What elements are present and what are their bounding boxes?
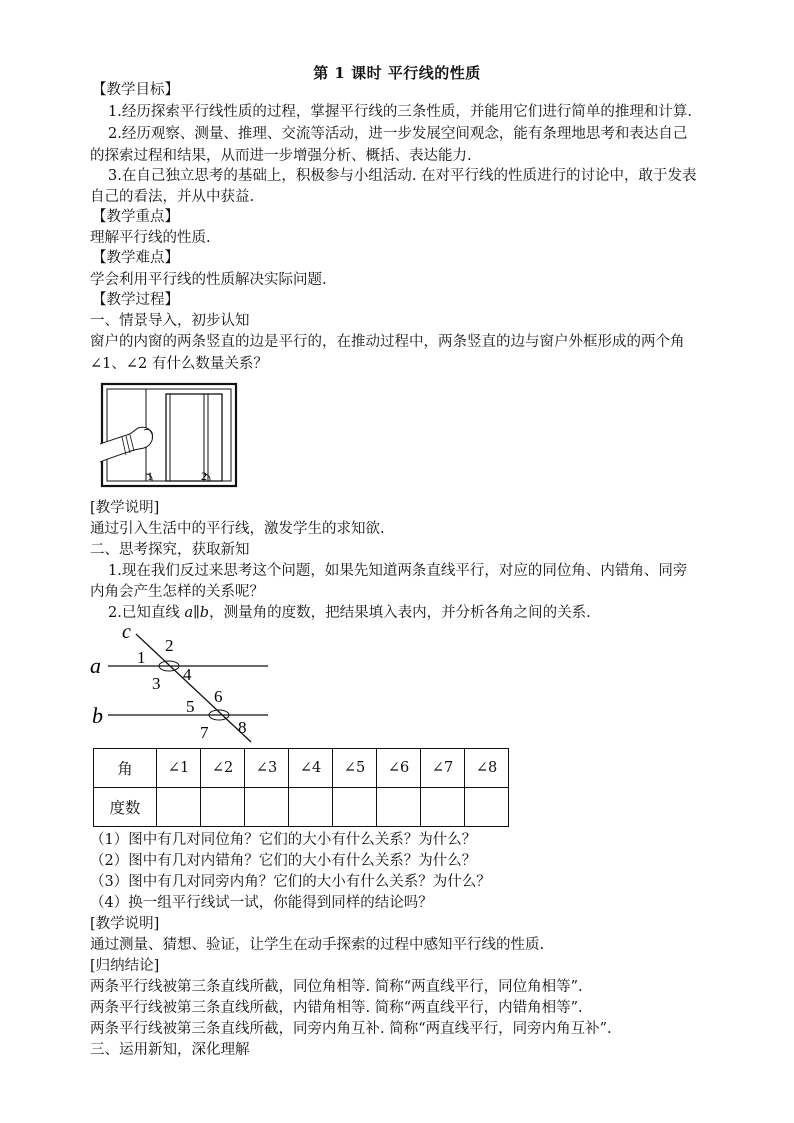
table-col-angle-2: ∠2 [201,749,245,788]
window-angle-2-label: 2 [201,469,207,483]
question-1-line-1: 1.现在我们反过来思考这个问题，如果先知道两条直线平行，对应的同位角、内错角、同旁 [108,563,688,579]
line-b-label: b [92,703,103,728]
objective-2-line-2: 的探索过程和结果，从而进一步增强分析、概括、表达能力. [90,148,472,164]
sub-question-3: （3）图中有几对同旁内角？它们的大小有什么关系？为什么？ [90,874,491,890]
question-2-prefix: 2.已知直线 [108,605,185,621]
degree-cell-1[interactable] [157,788,201,827]
part-1-text-line-1: 窗户的内窗的两条竖直的边是平行的，在推动过程中，两条竖直的边与窗户外框形成的两个角 [90,334,685,350]
teaching-note-2-text: 通过测量、猜想、验证，让学生在动手探索的过程中感知平行线的性质. [90,937,545,953]
table-col-angle-4: ∠4 [289,749,333,788]
table-col-angle-8: ∠8 [465,749,509,788]
angle-4-label: 4 [183,665,192,684]
degree-cell-7[interactable] [421,788,465,827]
part-3-title: 三、运用新知，深化理解 [90,1042,250,1058]
conclusion-2: 两条平行线被第三条直线所截，内错角相等. 简称“两直线平行，内错角相等”. [90,1000,583,1016]
sub-question-2: （2）图中有几对内错角？它们的大小有什么关系？为什么？ [90,853,477,869]
process-heading: 【教学过程】 [92,292,179,308]
key-points-text: 理解平行线的性质. [90,230,211,246]
difficulty-heading: 【教学难点】 [92,250,179,266]
part-1-text-line-2: ∠1、∠2 有什么数量关系？ [90,356,268,372]
angle-2-label: 2 [165,636,174,655]
objective-2-line-1: 2.经历观察、测量、推理、交流等活动，进一步发展空间观念，能有条理地思考和表达自己 [108,126,688,142]
window-angle-1-label: 1 [147,469,153,483]
angle-measurement-table [93,748,509,827]
question-2-parallel: a∥b [184,605,210,621]
objectives-heading: 【教学目标】 [92,82,179,98]
table-row-head-angle: 角 [94,749,157,788]
objective-1: 1.经历探索平行线性质的过程，掌握平行线的三条性质，并能用它们进行简单的推理和计算. [108,104,692,120]
conclusion-3: 两条平行线被第三条直线所截，同旁内角互补. 简称“两直线平行，同旁内角互补”. [90,1021,612,1037]
table-row-head-degree: 度数 [94,788,157,827]
part-2-title: 二、思考探究，获取新知 [90,542,250,558]
sub-question-4: （4）换一组平行线试一试，你能得到同样的结论吗？ [90,895,433,911]
degree-cell-4[interactable] [289,788,333,827]
question-2-suffix: ，测量角的度数，把结果填入表内，并分析各角之间的关系. [209,605,591,621]
difficulty-text: 学会利用平行线的性质解决实际问题. [90,272,327,288]
degree-cell-6[interactable] [377,788,421,827]
table-col-angle-6: ∠6 [377,749,421,788]
degree-cell-5[interactable] [333,788,377,827]
angle-8-label: 8 [238,718,247,737]
line-c-label: c [122,621,131,643]
degree-cell-2[interactable] [201,788,245,827]
table-row [94,788,509,827]
question-1-line-2: 内角会产生怎样的关系呢？ [90,584,264,600]
conclusion-heading: [归纳结论] [90,958,160,974]
teaching-note-2-heading: [教学说明] [90,916,160,932]
table-col-angle-3: ∠3 [245,749,289,788]
angle-3-label: 3 [152,674,161,693]
lesson-title: 第 1 课时 平行线的性质 [313,64,481,82]
key-points-heading: 【教学重点】 [92,209,179,225]
teaching-note-1-text: 通过引入生活中的平行线，激发学生的求知欲. [90,521,385,537]
window-figure [100,382,238,488]
line-a-label: a [90,653,101,678]
degree-cell-3[interactable] [245,788,289,827]
table-col-angle-5: ∠5 [333,749,377,788]
conclusion-1: 两条平行线被第三条直线所截，同位角相等. 简称“两直线平行，同位角相等”. [90,979,583,995]
angle-7-label: 7 [200,723,209,742]
table-col-angle-7: ∠7 [421,749,465,788]
degree-cell-8[interactable] [465,788,509,827]
table-col-angle-1: ∠1 [157,749,201,788]
objective-3-line-2: 自己的看法，并从中获益. [90,189,255,205]
part-1-title: 一、情景导入，初步认知 [90,313,250,329]
angle-1-label: 1 [137,648,146,667]
angle-5-label: 5 [186,697,195,716]
sub-question-1: （1）图中有几对同位角？它们的大小有什么关系？为什么？ [90,832,477,848]
table-row [94,749,509,788]
angle-6-label: 6 [214,687,223,706]
parallel-lines-figure [86,620,286,745]
objective-3-line-1: 3.在自己独立思考的基础上，积极参与小组活动. 在对平行线的性质进行的讨论中，敢于发表 [108,168,697,184]
teaching-note-1-heading: [教学说明] [90,500,160,516]
